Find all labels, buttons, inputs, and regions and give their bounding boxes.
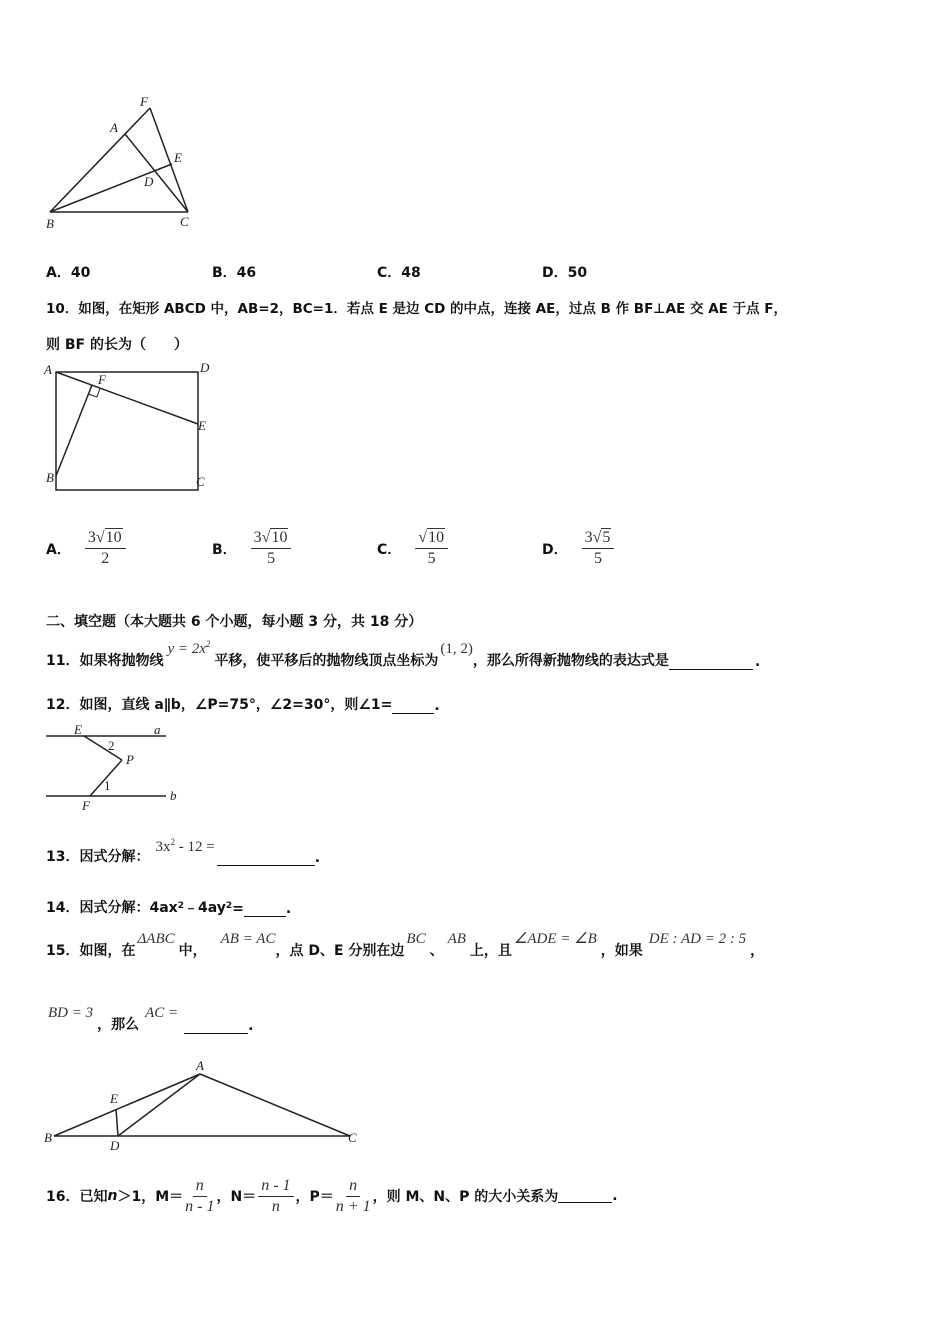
q13-answer-blank[interactable] bbox=[217, 851, 315, 866]
fig12-label-2: 2 bbox=[108, 738, 115, 753]
fig10-label-D: D bbox=[200, 360, 210, 375]
fig15-label-B: B bbox=[44, 1130, 52, 1145]
fig12-label-a: a bbox=[154, 722, 161, 737]
q16-answer-blank[interactable] bbox=[558, 1190, 612, 1203]
q12-answer-blank[interactable] bbox=[392, 699, 434, 714]
fig9-label-D: D bbox=[144, 174, 154, 189]
fig12-label-b: b bbox=[170, 788, 177, 803]
fig9-label-F: F bbox=[140, 94, 148, 109]
q14-answer-blank[interactable] bbox=[244, 902, 286, 917]
q10-option-d: D． $\frac{3√5}{5}$ bbox=[542, 529, 614, 568]
fig15-label-D: D bbox=[110, 1138, 120, 1153]
q14-line: 14．因式分解：4ax $^2$ ﹣4ay $^2$ = . bbox=[46, 900, 292, 917]
fig9-label-C: C bbox=[180, 214, 189, 229]
fig12-label-F: F bbox=[82, 798, 90, 813]
fig12-label-E: E bbox=[74, 722, 82, 737]
fig15-label-C: C bbox=[348, 1130, 357, 1145]
q9-option-a: A．40 bbox=[46, 265, 91, 281]
fig9-label-B: B bbox=[46, 216, 54, 231]
section-2-title: 二、填空题（本大题共 6 个小题，每小题 3 分，共 18 分） bbox=[46, 614, 423, 630]
q11-line: 11．如果将抛物线 $y = 2x^2$ 平移，使平移后的抛物线顶点坐标为 (1, 2) ，那么所得新抛物线的表达式是 . bbox=[46, 639, 761, 670]
q15-line2: BD = 3 ，那么 AC = . bbox=[48, 1005, 254, 1034]
q10-text-line2: 则 BF 的长为（ ） bbox=[46, 337, 188, 353]
fig9-label-E: E bbox=[174, 150, 182, 165]
fig15-label-A: A bbox=[196, 1058, 204, 1073]
fig12-label-1: 1 bbox=[104, 778, 111, 793]
fig10-label-A: A bbox=[44, 362, 52, 377]
q11-answer-blank[interactable] bbox=[669, 655, 753, 670]
q10-option-c: C． $\frac{√10}{5}$ bbox=[377, 529, 448, 568]
q10-option-a: A． $\frac{3√10}{2}$ bbox=[46, 529, 126, 568]
fig15-label-E: E bbox=[110, 1091, 118, 1106]
q15-answer-blank[interactable] bbox=[184, 1019, 248, 1034]
q10-text-line1: 10．如图，在矩形 ABCD 中，AB=2，BC=1．若点 E 是边 CD 的中点，连接 AE，过点 B 作 BF⊥AE 交 AE 于点 F， bbox=[46, 301, 787, 317]
fig10-label-F: F bbox=[98, 372, 106, 387]
q16-line: 16．已知 n ＞1，M＝ $\frac{n}{n - 1}$ ，N＝ $\frac{n - 1}{n}$ ，P＝ $\frac{n}{n + 1}$ ，则 M、N、P 的大小关系为 . bbox=[46, 1176, 618, 1215]
q16-frac-m: $\frac{n}{n - 1}$ bbox=[185, 1176, 215, 1215]
fig10-label-B: B bbox=[46, 470, 54, 485]
q9-option-b: B．46 bbox=[212, 265, 257, 281]
q16-frac-p: $\frac{n}{n + 1}$ bbox=[335, 1176, 371, 1215]
q10-figure bbox=[40, 358, 220, 494]
q15-line1: 15．如图，在 ΔABC 中， AB = AC ，点 D、E 分别在边 BC 、 AB 上，且 ∠ADE = ∠B ，如果 DE : AD = 2 : 5 ， bbox=[46, 931, 765, 959]
q9-option-d: D．50 bbox=[542, 265, 588, 281]
fig10-label-E: E bbox=[198, 418, 206, 433]
fig9-label-A: A bbox=[110, 120, 118, 135]
q15-figure bbox=[40, 1056, 370, 1156]
fig12-label-P: P bbox=[126, 752, 134, 767]
q9-option-c: C．48 bbox=[377, 265, 421, 281]
q16-frac-n: $\frac{n - 1}{n}$ bbox=[258, 1177, 293, 1216]
fig10-label-C: C bbox=[196, 474, 205, 489]
q9-figure bbox=[40, 92, 200, 237]
q10-option-b: B． $\frac{3√10}{5}$ bbox=[212, 529, 291, 568]
q12-figure bbox=[40, 718, 190, 814]
q13-line: 13．因式分解： $3x^2 - 12$ = . bbox=[46, 837, 321, 866]
q12-line: 12．如图，直线 a∥b，∠P=75°，∠2=30°，则∠1= . bbox=[46, 697, 440, 714]
